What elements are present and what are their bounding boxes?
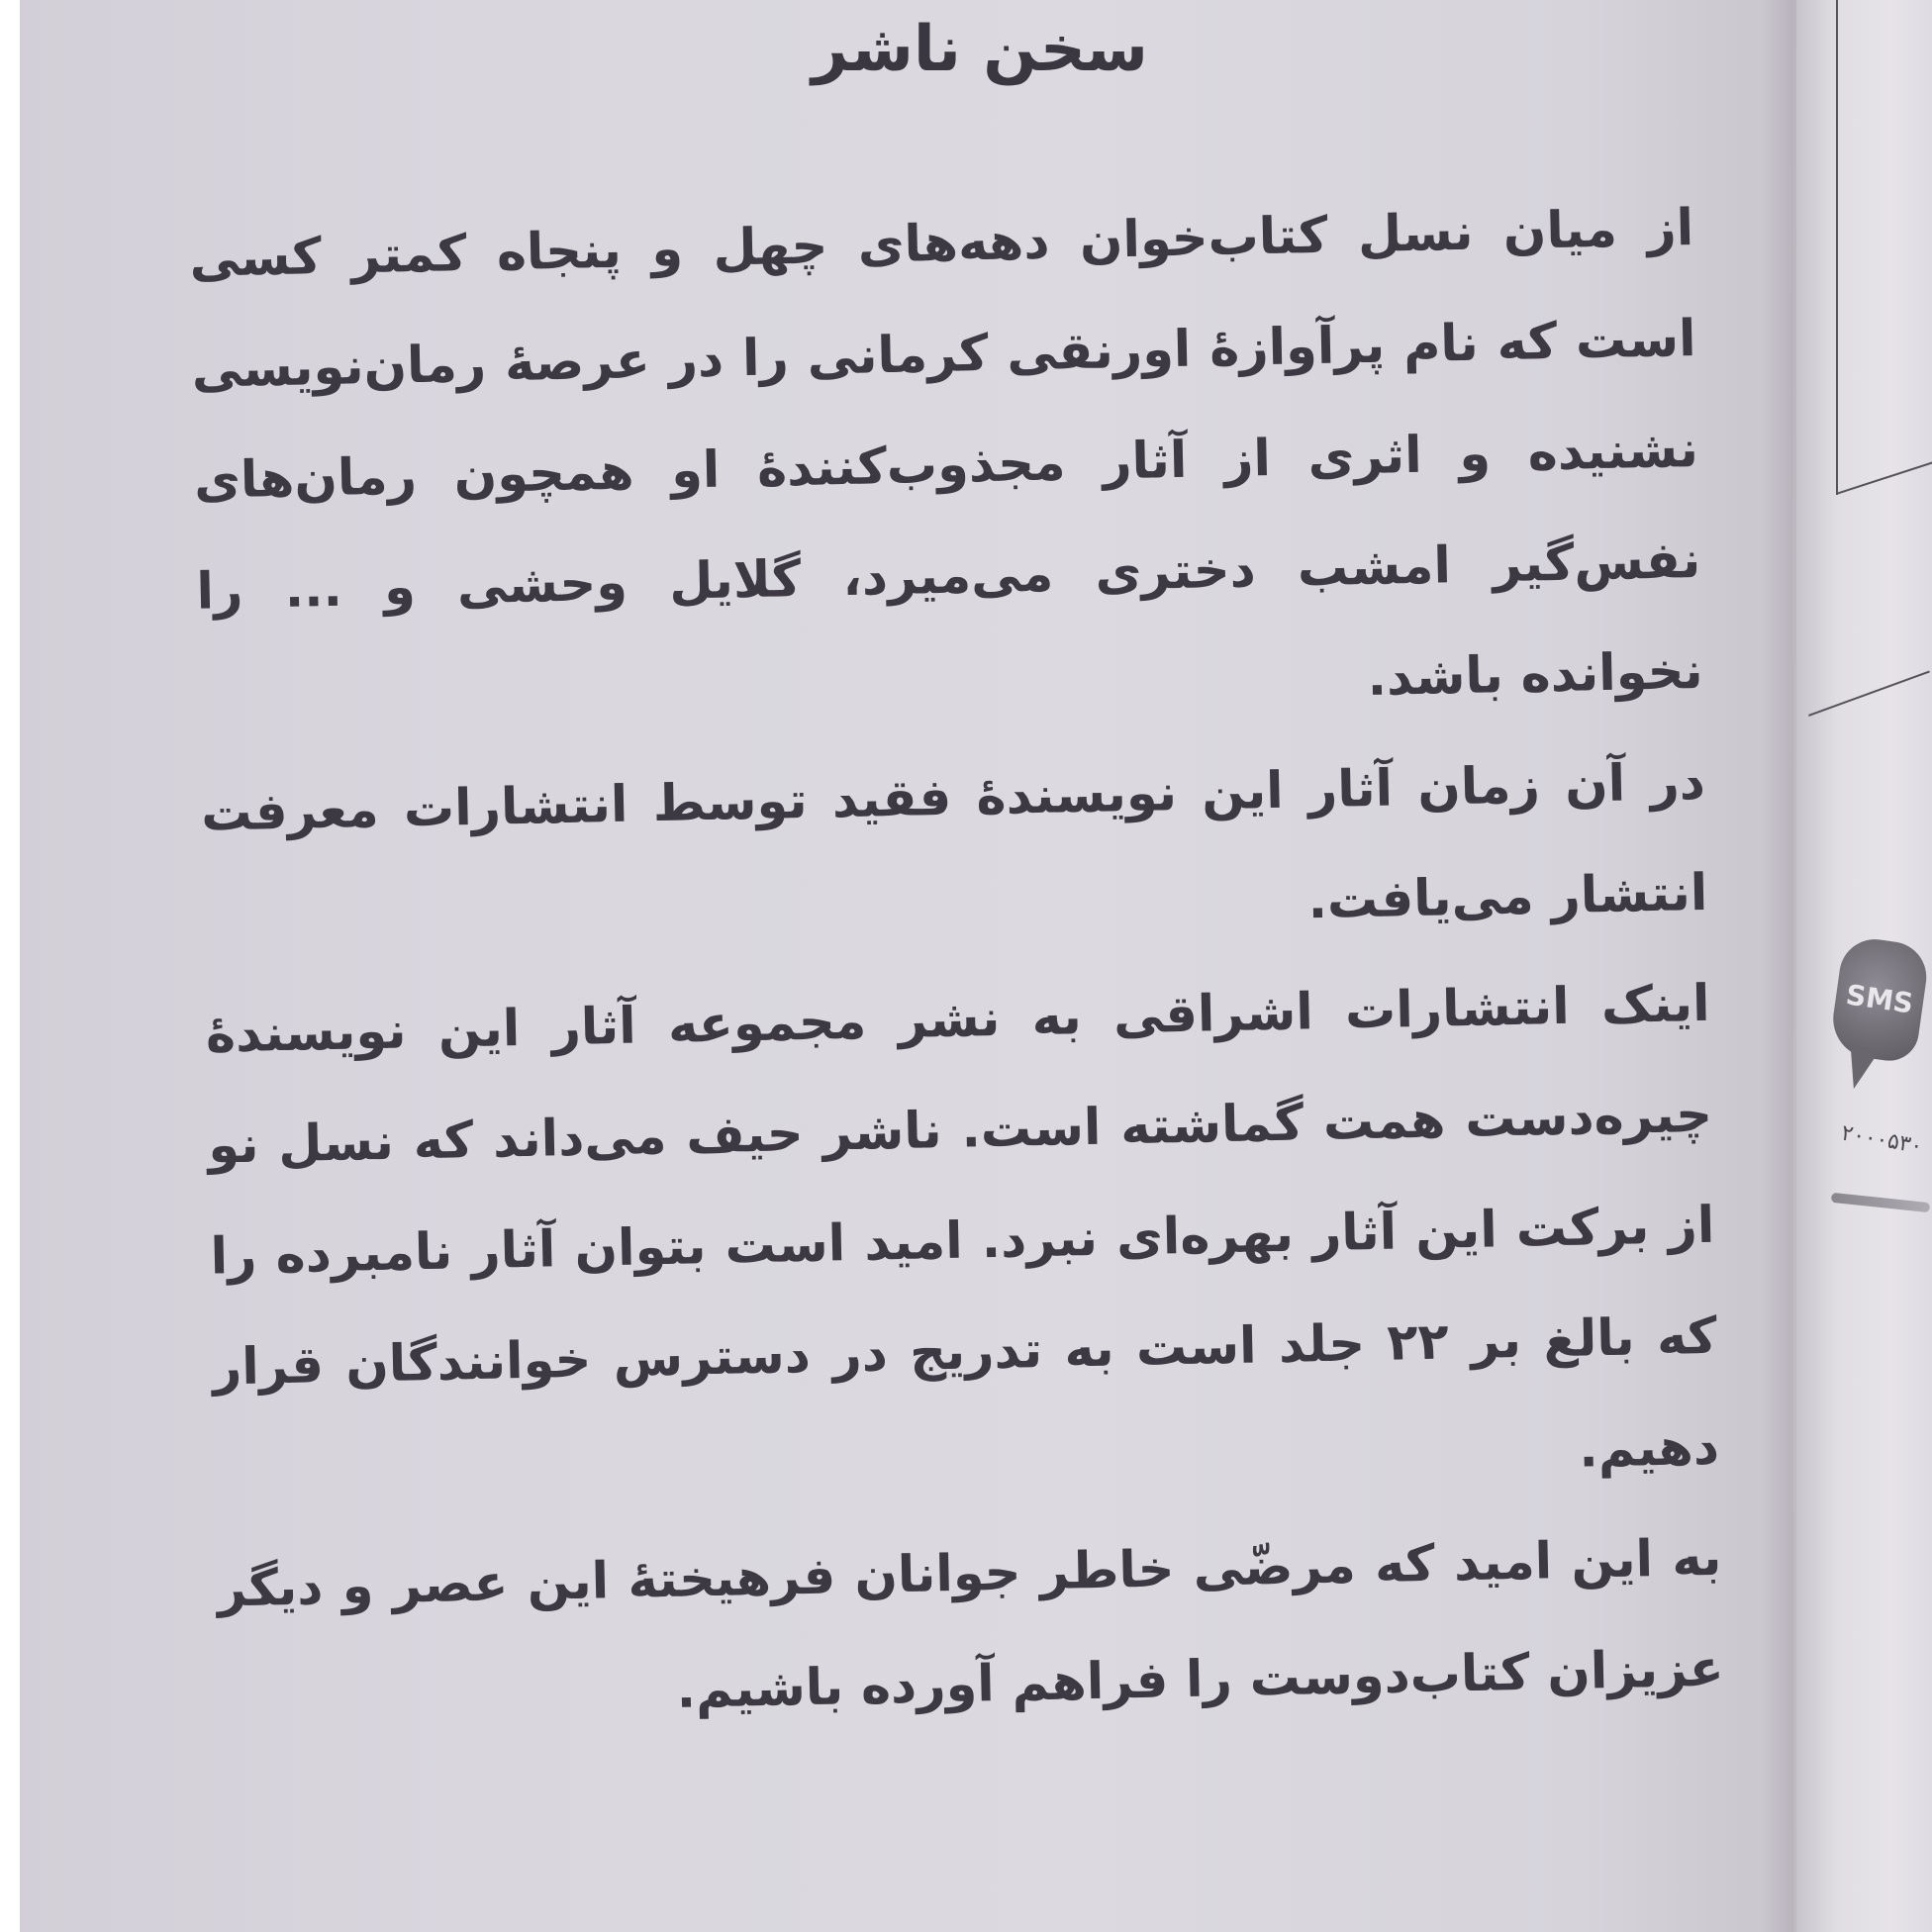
- paragraph: در آن زمان آثار این نویسندهٔ فقید توسط انتشارات معرفت انتشار می‌یافت.: [200, 752, 1708, 931]
- background-margin: [0, 0, 20, 1932]
- page-heading: [0, 13, 1782, 86]
- paragraph: اینک انتشارات اشراقی به نشر مجموعه آثار این نویسندهٔ چیره‌دست همت گماشته است. ناشر حیف می‌داند که نسل نو از برکت این آثار بهره‌ای نبرد. امید است بتوان آثار نامبرده را که بالغ بر ۲۲ جلد است به تدریج در دسترس خوانندگان قرار دهیم.: [205, 974, 1720, 1480]
- page-heading-text: سخن ناشر: [812, 12, 1148, 86]
- sms-label: SMS: [1843, 978, 1916, 1020]
- adjacent-page-rule: [1836, 0, 1838, 495]
- adjacent-page-rule: [1808, 671, 1930, 717]
- adjacent-page-rule: [1836, 459, 1932, 495]
- paragraph: از میان نسل کتاب‌خوان دهه‌های چهل و پنجاه کمتر کسی است که نام پرآوازهٔ اورنقی کرمانی را در عرصهٔ رمان‌نویسی نشنیده و اثری از آثار مجذوب‌کنندهٔ او همچون رمان‌های نفس‌گیر امشب دختری می‌میرد، گلایل وحشی و ... را نخوانده باشد.: [188, 198, 1704, 708]
- sms-number: ۲۰۰۰۵۳۰: [1839, 1120, 1925, 1160]
- paragraph: به این امید که مرضّی خاطر جوانان فرهیختهٔ این عصر و دیگر عزیزان کتاب‌دوست را فراهم آورده باشیم.: [217, 1528, 1725, 1720]
- body-text: [188, 173, 1725, 1756]
